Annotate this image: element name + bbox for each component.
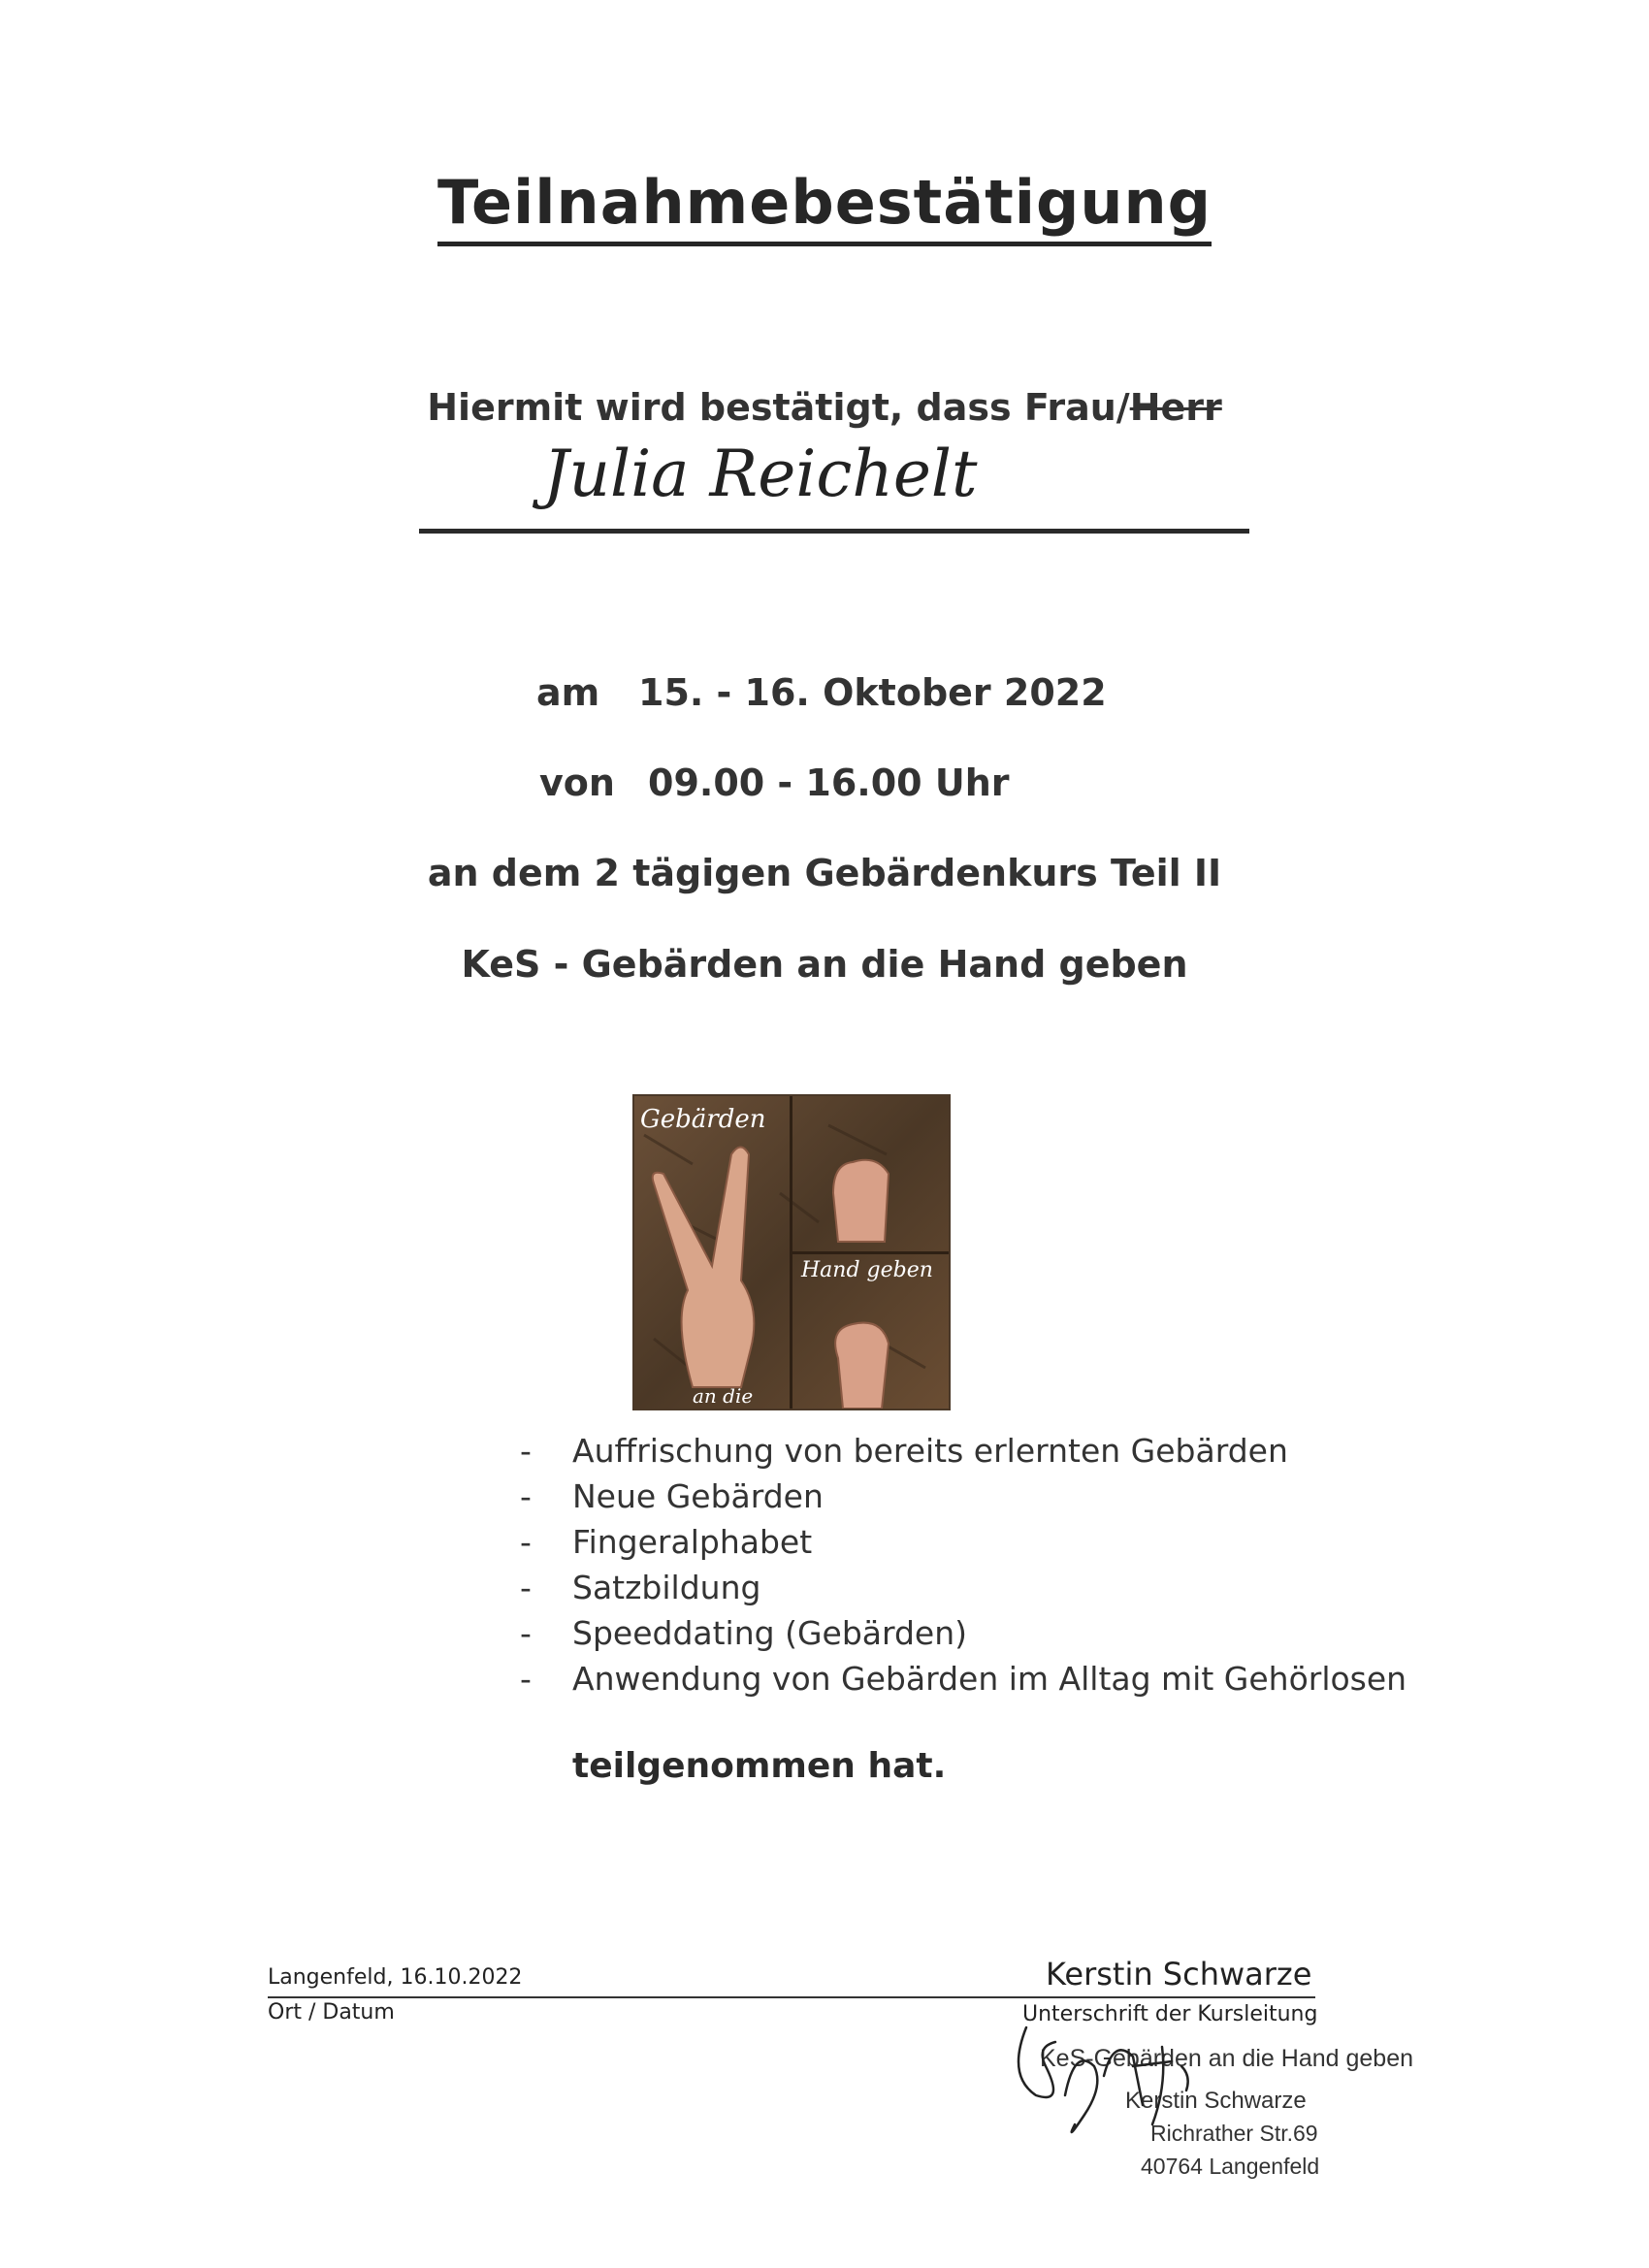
signature-line [268, 1996, 1315, 1998]
list-item: - Neue Gebärden [520, 1477, 824, 1515]
name-underline [419, 529, 1249, 534]
course-line: an dem 2 tägigen Gebärdenkurs Teil II [427, 852, 1222, 894]
date-value: 15. - 16. Oktober 2022 [638, 671, 1107, 714]
stamp-line-2: Kerstin Schwarze [1125, 2088, 1307, 2114]
struck-salutation: Herr [1129, 386, 1222, 429]
hands-illustration [634, 1096, 949, 1409]
stamp-line-3: Richrather Str.69 [1150, 2121, 1318, 2146]
stamp-line-1: KeS-Gebärden an die Hand geben [1040, 2045, 1414, 2072]
list-item: - Satzbildung [520, 1569, 761, 1606]
image-word-top: Gebärden [640, 1105, 766, 1134]
stamp-line-4: 40764 Langenfeld [1141, 2154, 1320, 2179]
date-label: am [536, 671, 600, 714]
closing-text: teilgenommen hat. [572, 1746, 947, 1786]
course-leader-name: Kerstin Schwarze [1046, 1956, 1312, 1993]
document-title [0, 167, 1649, 238]
intro-sentence [0, 386, 1649, 429]
participant-name: Julia Reichelt [543, 437, 978, 511]
intro-text: Hiermit wird bestätigt, dass Frau/ [427, 386, 1130, 429]
image-word-bottom: an die [693, 1384, 754, 1408]
title-text: Teilnahmebestätigung [437, 167, 1212, 246]
time-label: von [539, 761, 615, 804]
list-item: - Fingeralphabet [520, 1523, 813, 1561]
time-value: 09.00 - 16.00 Uhr [648, 761, 1010, 804]
image-word-middle: Hand geben [801, 1258, 933, 1282]
organizer-line: KeS - Gebärden an die Hand geben [461, 943, 1188, 986]
place-date-label: Ort / Datum [268, 2000, 395, 2025]
place-date: Langenfeld, 16.10.2022 [268, 1965, 523, 1990]
list-item: - Speeddating (Gebärden) [520, 1614, 968, 1652]
handwritten-signature [997, 2008, 1230, 2154]
course-leader-label: Unterschrift der Kursleitung [1022, 2002, 1318, 2026]
course-logo-image [632, 1094, 951, 1410]
topic-list [520, 1432, 1407, 1705]
list-item: - Anwendung von Gebärden im Alltag mit Gehörlosen [520, 1660, 1407, 1698]
list-item: - Auffrischung von bereits erlernten Gebärden [520, 1432, 1288, 1470]
